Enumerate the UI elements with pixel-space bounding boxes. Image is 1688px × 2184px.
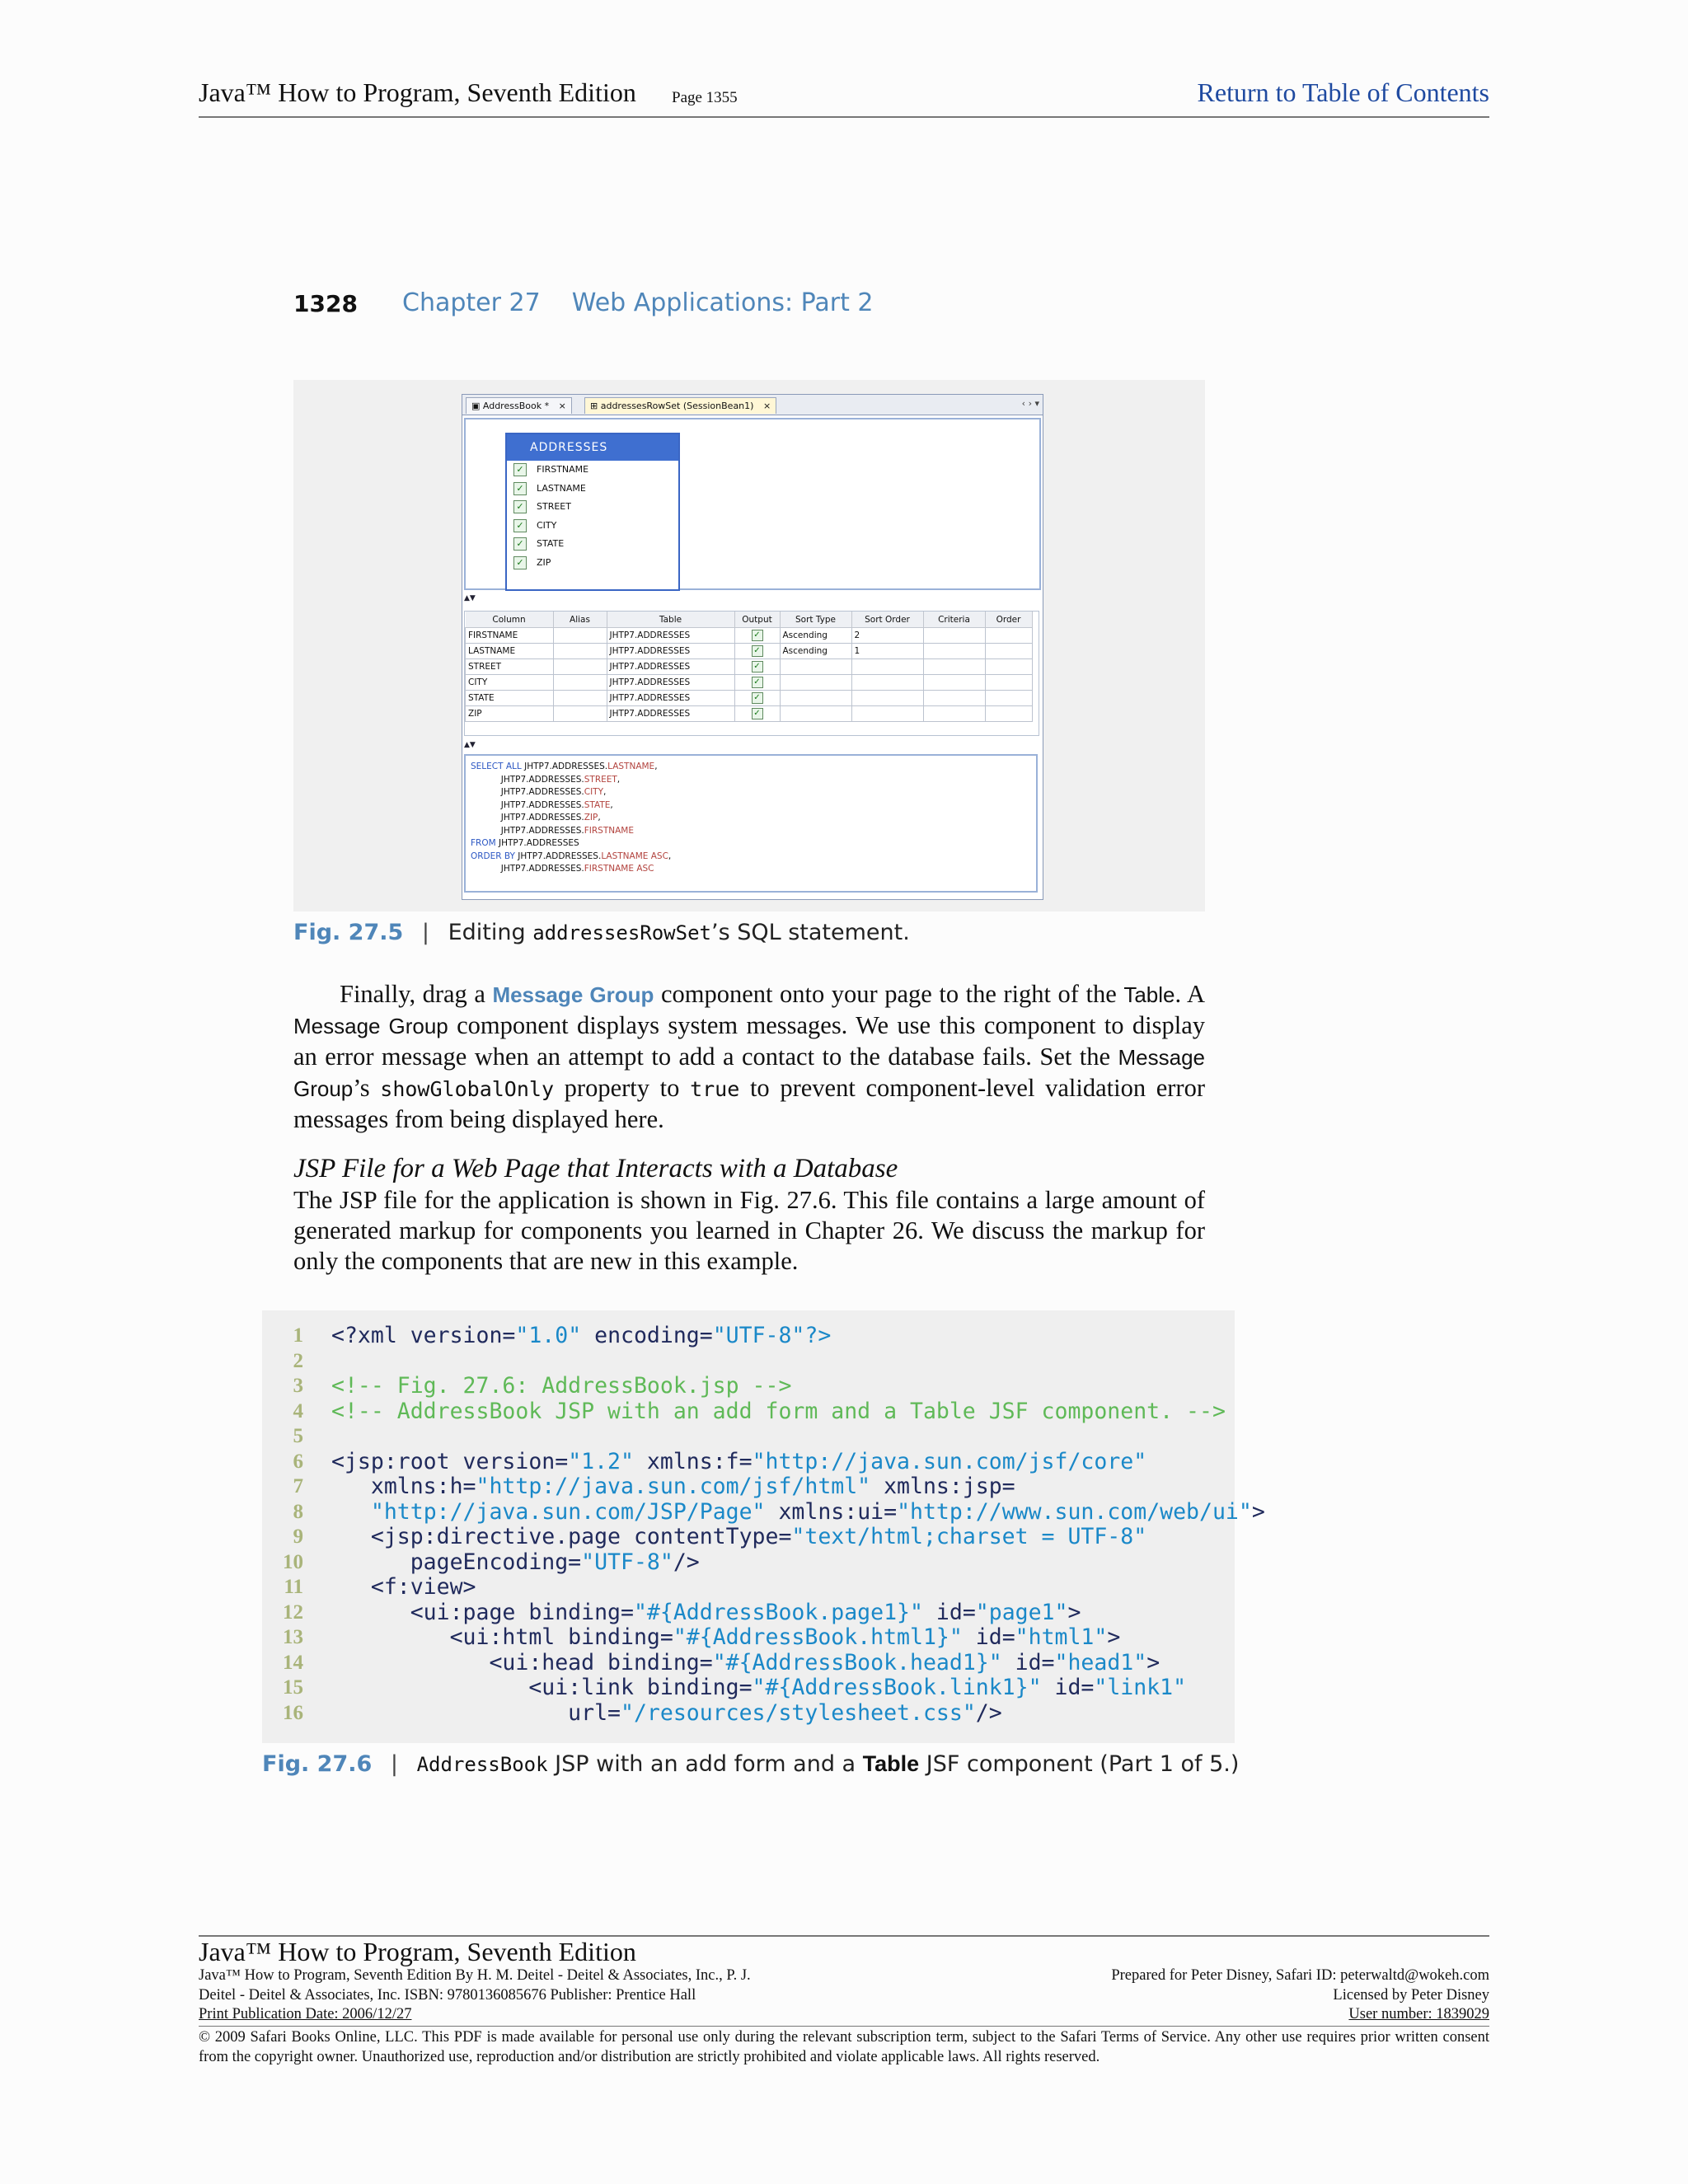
checkbox-checked-icon[interactable]: ✓ xyxy=(752,708,763,719)
chevron-right-icon[interactable]: › xyxy=(1028,398,1032,409)
checkbox-checked-icon[interactable]: ✓ xyxy=(513,482,527,495)
grid-cell-alias[interactable] xyxy=(553,675,607,691)
sql-table-ref: JHTP7.ADDRESSES. xyxy=(500,813,584,823)
checkbox-checked-icon[interactable]: ✓ xyxy=(513,463,527,476)
grid-cell-sort-type[interactable] xyxy=(780,706,851,722)
sql-keyword: SELECT ALL xyxy=(471,762,525,771)
code-markup: id= xyxy=(1001,1649,1055,1675)
query-editor-window xyxy=(462,394,1043,900)
code-markup: pageEncoding= xyxy=(331,1549,582,1575)
code-markup: xmlns:ui= xyxy=(765,1498,898,1525)
grid-cell-sort-order[interactable] xyxy=(851,691,923,706)
code-markup: <ui:head binding= xyxy=(331,1649,713,1675)
sql-line xyxy=(471,799,1031,813)
sql-line xyxy=(471,837,1031,851)
grid-cell-output[interactable] xyxy=(734,675,780,691)
footer-line: Java™ How to Program, Seventh Edition By H. M. Deitel - Deitel & Associates, Inc., P. J. xyxy=(199,1967,751,1984)
line-number: 8 xyxy=(293,1500,303,1523)
code-markup: id= xyxy=(1041,1675,1095,1700)
book-title: Java™ How to Program, Seventh Edition xyxy=(199,77,636,107)
code-text xyxy=(331,1499,1265,1525)
footer-line: Licensed by Peter Disney xyxy=(1333,1986,1489,2004)
code-text xyxy=(331,1323,831,1348)
code-markup: > xyxy=(1146,1649,1160,1675)
header-rule xyxy=(199,116,1489,118)
code-line xyxy=(0,1675,1187,1700)
grid-row[interactable] xyxy=(466,706,1033,722)
grid-cell-output[interactable] xyxy=(734,628,780,644)
grid-column-header[interactable]: Output xyxy=(734,612,780,628)
grid-cell-column[interactable]: CITY xyxy=(466,675,554,691)
addresses-table-box[interactable] xyxy=(505,433,680,591)
sql-punct: , xyxy=(610,799,613,810)
toc-link[interactable]: Return to Table of Contents xyxy=(1197,77,1489,107)
code-line xyxy=(0,1524,1147,1549)
sql-line xyxy=(471,774,1031,787)
code-line xyxy=(0,1699,1002,1726)
checkbox-checked-icon[interactable]: ✓ xyxy=(513,519,527,532)
grid-column-header[interactable]: Criteria xyxy=(923,612,985,628)
column-list xyxy=(507,461,678,572)
sql-pane[interactable] xyxy=(464,754,1038,893)
grid-cell-alias[interactable] xyxy=(553,706,607,722)
grid-cell-sort-type[interactable] xyxy=(780,675,851,691)
sql-table-ref: JHTP7.ADDRESSES xyxy=(499,838,579,848)
grid-cell-sort-order[interactable] xyxy=(851,675,923,691)
code-text xyxy=(331,1474,1015,1499)
code-text xyxy=(331,1373,791,1399)
code-markup: id= xyxy=(922,1599,976,1625)
code-line xyxy=(0,1323,973,1348)
body-paragraph xyxy=(293,979,1205,1135)
sql-column-ref: ZIP xyxy=(584,813,598,823)
grid-cell-sort-order[interactable] xyxy=(851,659,923,675)
code-text xyxy=(331,1650,1160,1675)
footer-rule xyxy=(199,2026,1489,2027)
sql-keyword: ORDER BY xyxy=(471,851,518,861)
grid-cell-alias[interactable] xyxy=(553,644,607,659)
chevron-down-icon[interactable]: ▾ xyxy=(1034,398,1039,409)
grid-cell-sort-type[interactable]: Ascending xyxy=(780,644,851,659)
grid-column-header[interactable]: Column xyxy=(466,612,554,628)
component-name: Message Group xyxy=(492,982,654,1007)
grid-cell-alias[interactable] xyxy=(553,628,607,644)
text: component onto your page to the right of the xyxy=(654,980,1124,1008)
caption-text: JSP with an add form and a xyxy=(547,1751,863,1777)
code-comment: <!-- Fig. 27.6: AddressBook.jsp --> xyxy=(331,1373,792,1399)
line-number: 13 xyxy=(283,1626,303,1648)
grid-cell-criteria[interactable] xyxy=(923,644,985,659)
checkbox-checked-icon[interactable]: ✓ xyxy=(513,556,527,569)
column-item[interactable] xyxy=(507,461,678,480)
code-markup: <ui:page binding= xyxy=(331,1599,634,1625)
caption-text: JSF component (Part 1 of 5.) xyxy=(919,1751,1240,1777)
code-string: "#{AddressBook.page1}" xyxy=(633,1599,923,1625)
grid-column-header[interactable]: Sort Type xyxy=(780,612,851,628)
code-markup: encoding= xyxy=(581,1323,713,1348)
code-markup: <ui:html binding= xyxy=(331,1624,673,1650)
grid-cell-column[interactable]: ZIP xyxy=(466,706,554,722)
grid-column-header[interactable]: Order xyxy=(985,612,1032,628)
chevron-left-icon[interactable]: ‹ xyxy=(1021,398,1026,409)
running-chapter-title: Chapter 27 Web Applications: Part 2 xyxy=(402,288,874,317)
code-markup: xmlns:h= xyxy=(331,1474,476,1499)
running-page-number: 1328 xyxy=(293,290,358,317)
footer-copyright: © 2009 Safari Books Online, LLC. This PDF is made available for personal use only during the relevant subscription term, subject to the Safari Terms of Service. Any other use requires prior written consent from the copyright owner. Unauthorized use, reproduction and/or distribution are strictly prohibited and violate applicable laws. All rights reserved. xyxy=(199,2029,1489,2065)
code-markup xyxy=(331,1499,371,1525)
grid-cell-alias[interactable] xyxy=(553,691,607,706)
line-number: 15 xyxy=(283,1676,303,1699)
line-number: 4 xyxy=(293,1399,303,1422)
line-number: 11 xyxy=(284,1576,303,1598)
grid-row[interactable] xyxy=(466,675,1033,691)
caption-label: Fig. 27.6 xyxy=(262,1751,373,1777)
code-string: "text/html;charset = UTF-8" xyxy=(791,1524,1147,1549)
code-markup: > xyxy=(1067,1599,1081,1625)
grid-cell-sort-type[interactable] xyxy=(780,659,851,675)
sql-keyword xyxy=(471,787,501,797)
grid-cell-column[interactable]: LASTNAME xyxy=(466,644,554,659)
text: component displays system messages. We use this component to display an error message when an attempt to add a contact to the database fails. Set the xyxy=(293,1011,1206,1071)
sql-table-ref: JHTP7.ADDRESSES. xyxy=(524,762,608,771)
component-name: Message Group xyxy=(293,1045,1205,1101)
code-string: "http://www.sun.com/web/ui" xyxy=(897,1498,1252,1525)
grid-cell-sort-order[interactable]: 2 xyxy=(851,628,923,644)
sql-keyword xyxy=(471,813,501,823)
sql-keyword xyxy=(471,826,501,836)
code-line xyxy=(0,1398,1226,1424)
component-name: Message Group xyxy=(293,1014,448,1038)
line-number: 12 xyxy=(283,1601,303,1624)
grid-column-header[interactable]: Alias xyxy=(553,612,607,628)
footer-line: Deitel - Deitel & Associates, Inc. ISBN: 9780136085676 Publisher: Prentice Hall xyxy=(199,1986,696,2004)
footer-line: Prepared for Peter Disney, Safari ID: peterwaltd@wokeh.com xyxy=(1111,1967,1489,1984)
line-number: 3 xyxy=(293,1375,303,1397)
grid-cell-column[interactable]: STREET xyxy=(466,659,554,675)
grid-cell-criteria[interactable] xyxy=(923,659,985,675)
sql-table-ref: JHTP7.ADDRESSES. xyxy=(500,799,584,810)
column-item[interactable] xyxy=(507,480,678,499)
tab-addressbook[interactable] xyxy=(466,397,572,414)
page-label: Page 1355 xyxy=(672,89,738,106)
code-line xyxy=(0,1549,973,1575)
grid-cell-output[interactable] xyxy=(734,706,780,722)
code-line xyxy=(0,1348,973,1374)
tab-label: AddressBook * xyxy=(482,401,550,411)
grid-row[interactable] xyxy=(466,659,1033,675)
line-number: 9 xyxy=(293,1526,303,1548)
line-number: 2 xyxy=(293,1349,303,1372)
code-markup: url= xyxy=(331,1699,621,1726)
splitter-arrows-icon[interactable]: ▲▼ xyxy=(464,594,476,602)
grid-column-header[interactable]: Sort Order xyxy=(851,612,923,628)
code-text xyxy=(331,1700,1002,1726)
text: ’s xyxy=(353,1074,381,1102)
footer-title: Java™ How to Program, Seventh Edition xyxy=(199,1937,636,1966)
sql-keyword xyxy=(471,775,501,785)
column-item[interactable] xyxy=(507,517,678,536)
code-line xyxy=(0,1574,973,1600)
code-string: "1.2" xyxy=(568,1448,634,1474)
line-number: 14 xyxy=(283,1651,303,1674)
code-line xyxy=(0,1448,1147,1474)
code-line xyxy=(0,1649,1160,1675)
grid-cell-sort-order[interactable] xyxy=(851,706,923,722)
text: Finally, drag a xyxy=(340,980,493,1008)
grid-cell-order[interactable] xyxy=(985,675,1032,691)
sql-punct: , xyxy=(603,787,607,797)
grid-cell-table[interactable]: JHTP7.ADDRESSES xyxy=(607,659,734,675)
code-markup: <ui:link binding= xyxy=(331,1675,753,1700)
tab-addressesrowset[interactable] xyxy=(584,397,776,414)
sql-column-ref: CITY xyxy=(584,787,603,797)
code-markup: <f:view> xyxy=(331,1574,476,1600)
code-text xyxy=(331,1600,1081,1625)
code-markup: /> xyxy=(975,1699,1002,1726)
diagram-pane xyxy=(464,418,1041,590)
grid-cell-order[interactable] xyxy=(985,644,1032,659)
sql-keyword xyxy=(471,864,501,874)
caption-label: Fig. 27.5 xyxy=(293,920,404,945)
caption-text: Editing xyxy=(448,920,533,945)
code-text xyxy=(331,1624,1120,1650)
code-line xyxy=(0,1624,1121,1650)
component-name: Table xyxy=(1123,982,1175,1007)
grid-cell-sort-type[interactable] xyxy=(780,691,851,706)
column-item[interactable] xyxy=(507,535,678,554)
grid-cell-criteria[interactable] xyxy=(923,628,985,644)
code-markup: /> xyxy=(673,1549,700,1575)
code-string: "UTF-8"?> xyxy=(712,1323,832,1348)
code-string: "head1" xyxy=(1054,1649,1147,1675)
sql-line xyxy=(471,851,1031,864)
code-text xyxy=(331,1574,476,1600)
grid-cell-sort-order[interactable]: 1 xyxy=(851,644,923,659)
sql-punct: , xyxy=(598,813,601,823)
code-term: showGlobalOnly xyxy=(380,1077,554,1101)
caption-code: addressesRowSet xyxy=(532,921,711,944)
line-number: 10 xyxy=(283,1550,303,1573)
column-name: ZIP xyxy=(537,556,551,568)
grid-cell-table[interactable]: JHTP7.ADDRESSES xyxy=(607,675,734,691)
line-number: 1 xyxy=(293,1324,303,1347)
grid-cell-output[interactable] xyxy=(734,691,780,706)
section-heading: JSP File for a Web Page that Interacts with a Database xyxy=(293,1154,898,1183)
grid-cell-alias[interactable] xyxy=(553,659,607,675)
column-name: LASTNAME xyxy=(537,482,586,494)
column-item[interactable] xyxy=(507,554,678,573)
tab-label: addressesRowSet (SessionBean1) xyxy=(600,401,754,411)
code-string: "link1" xyxy=(1094,1675,1187,1700)
code-string: "#{AddressBook.link1}" xyxy=(752,1675,1042,1700)
line-number: 16 xyxy=(283,1701,303,1724)
grid-row[interactable] xyxy=(466,644,1033,659)
sql-keyword: FROM xyxy=(471,838,499,848)
close-icon[interactable]: × xyxy=(558,401,566,411)
column-name: CITY xyxy=(537,519,557,531)
code-markup: id= xyxy=(962,1624,1015,1650)
checkbox-checked-icon[interactable]: ✓ xyxy=(752,630,763,641)
tab-scroll-controls[interactable] xyxy=(1022,398,1039,409)
splitter-arrows-icon[interactable]: ▲▼ xyxy=(464,741,476,749)
code-line xyxy=(0,1474,1015,1499)
grid-cell-output[interactable] xyxy=(734,644,780,659)
grid-row[interactable] xyxy=(466,691,1033,706)
column-name: FIRSTNAME xyxy=(537,464,589,475)
code-string: "1.0" xyxy=(515,1323,582,1348)
close-icon[interactable]: × xyxy=(762,401,771,411)
code-string: "html1" xyxy=(1015,1624,1108,1650)
line-number: 5 xyxy=(293,1425,303,1447)
table-box-title: ADDRESSES xyxy=(507,434,678,461)
footer-book-info xyxy=(199,1966,751,2025)
code-line xyxy=(0,1373,973,1399)
sql-table-ref: JHTP7.ADDRESSES. xyxy=(500,864,584,874)
code-markup: > xyxy=(1251,1498,1265,1525)
code-string: "page1" xyxy=(975,1599,1068,1625)
code-line xyxy=(0,1599,1081,1625)
column-name: STREET xyxy=(537,501,571,512)
grid-cell-output[interactable] xyxy=(734,659,780,675)
grid-cell-order[interactable] xyxy=(985,659,1032,675)
grid-cell-criteria[interactable] xyxy=(923,675,985,691)
caption-code: AddressBook xyxy=(416,1753,548,1776)
file-icon: ▣ xyxy=(471,401,483,411)
grid-cell-sort-type[interactable]: Ascending xyxy=(780,628,851,644)
sql-line xyxy=(471,786,1031,799)
code-markup: xmlns:jsp= xyxy=(870,1474,1015,1499)
footer-line: Print Publication Date: 2006/12/27 xyxy=(199,2006,412,2022)
grid-cell-order[interactable] xyxy=(985,691,1032,706)
code-string: "#{AddressBook.html1}" xyxy=(673,1624,963,1650)
sql-punct: , xyxy=(668,851,672,861)
footer-line: User number: 1839029 xyxy=(1348,2006,1489,2022)
grid-cell-column[interactable]: STATE xyxy=(466,691,554,706)
figure-27-5-caption xyxy=(293,920,910,945)
checkbox-checked-icon[interactable]: ✓ xyxy=(752,692,763,704)
sql-column-ref: FIRSTNAME xyxy=(584,825,634,836)
sql-punct: , xyxy=(654,762,658,771)
checkbox-checked-icon[interactable]: ✓ xyxy=(752,661,763,673)
code-text xyxy=(331,1675,1186,1700)
line-number: 6 xyxy=(293,1450,303,1473)
text: to prevent component-level validation error messages from being displayed here. xyxy=(293,1074,1205,1133)
text: . A xyxy=(1175,980,1205,1008)
sql-column-ref: LASTNAME ASC xyxy=(601,851,668,861)
code-string: "http://java.sun.com/JSP/Page" xyxy=(370,1498,766,1525)
grid-cell-table[interactable]: JHTP7.ADDRESSES xyxy=(607,691,734,706)
sql-table-ref: JHTP7.ADDRESSES. xyxy=(518,851,602,861)
sql-column-ref: FIRSTNAME ASC xyxy=(584,864,654,874)
editor-tab-bar xyxy=(462,395,1043,415)
code-line xyxy=(0,1423,973,1449)
code-line xyxy=(0,1498,1265,1525)
sql-table-ref: JHTP7.ADDRESSES. xyxy=(500,787,584,797)
caption-separator: | xyxy=(421,920,430,945)
checkbox-checked-icon[interactable]: ✓ xyxy=(752,645,763,657)
code-markup: <jsp:directive.page contentType= xyxy=(331,1524,792,1549)
sql-table-ref: JHTP7.ADDRESSES. xyxy=(500,774,584,785)
code-markup: <?xml version= xyxy=(331,1323,516,1348)
grid-row[interactable] xyxy=(466,628,1033,644)
code-markup: <jsp:root version= xyxy=(331,1448,569,1474)
code-string: "/resources/stylesheet.css" xyxy=(621,1699,976,1726)
sql-table-ref: JHTP7.ADDRESSES. xyxy=(500,825,584,836)
grid-cell-criteria[interactable] xyxy=(923,706,985,722)
grid-cell-table[interactable]: JHTP7.ADDRESSES xyxy=(607,644,734,659)
grid-cell-criteria[interactable] xyxy=(923,691,985,706)
grid-cell-order[interactable] xyxy=(985,628,1032,644)
column-item[interactable] xyxy=(507,498,678,517)
sql-line xyxy=(471,812,1031,825)
code-term: true xyxy=(690,1077,740,1101)
footer-license-info xyxy=(1111,1966,1489,2025)
sql-punct: , xyxy=(617,774,621,785)
checkbox-checked-icon[interactable]: ✓ xyxy=(513,500,527,513)
grid-cell-table[interactable]: JHTP7.ADDRESSES xyxy=(607,706,734,722)
text: property to xyxy=(554,1074,691,1102)
caption-component: Table xyxy=(862,1751,920,1776)
grid-cell-table[interactable]: JHTP7.ADDRESSES xyxy=(607,628,734,644)
sql-column-ref: STATE xyxy=(584,799,611,810)
rowset-icon: ⊞ xyxy=(590,401,601,411)
checkbox-checked-icon[interactable]: ✓ xyxy=(513,537,527,551)
code-markup: > xyxy=(1107,1624,1121,1650)
sql-column-ref: LASTNAME xyxy=(607,762,655,771)
grid-cell-order[interactable] xyxy=(985,706,1032,722)
code-markup: xmlns:f= xyxy=(633,1448,753,1474)
code-text xyxy=(331,1524,1146,1549)
sql-line xyxy=(471,863,1031,876)
line-number: 7 xyxy=(293,1475,303,1497)
code-string: "#{AddressBook.head1}" xyxy=(712,1649,1002,1675)
criteria-grid xyxy=(465,612,1033,722)
grid-cell-column[interactable]: FIRSTNAME xyxy=(466,628,554,644)
grid-column-header[interactable]: Table xyxy=(607,612,734,628)
code-text xyxy=(331,1449,1146,1474)
caption-separator: | xyxy=(390,1751,399,1777)
code-text xyxy=(331,1399,1226,1424)
body-paragraph: The JSP file for the application is shown in Fig. 27.6. This file contains a large amount of generated markup for components you learned in Chapter 26. We discuss the markup for only the components that are new in this example. xyxy=(293,1186,1205,1275)
sql-keyword xyxy=(471,800,501,810)
sql-line xyxy=(471,825,1031,838)
figure-27-6-caption xyxy=(262,1751,1239,1777)
checkbox-checked-icon[interactable]: ✓ xyxy=(752,677,763,688)
sql-line xyxy=(471,761,1031,774)
caption-text: ’s SQL statement. xyxy=(710,920,910,945)
code-string: "http://java.sun.com/jsf/html" xyxy=(476,1474,871,1499)
code-string: "http://java.sun.com/jsf/core" xyxy=(752,1448,1147,1474)
sql-column-ref: STREET xyxy=(584,774,617,785)
code-comment: <!-- AddressBook JSP with an add form and a Table JSF component. --> xyxy=(331,1398,1226,1424)
criteria-grid-pane xyxy=(464,611,1039,736)
column-name: STATE xyxy=(537,538,565,549)
code-string: "UTF-8" xyxy=(581,1549,673,1575)
code-text xyxy=(331,1549,700,1575)
